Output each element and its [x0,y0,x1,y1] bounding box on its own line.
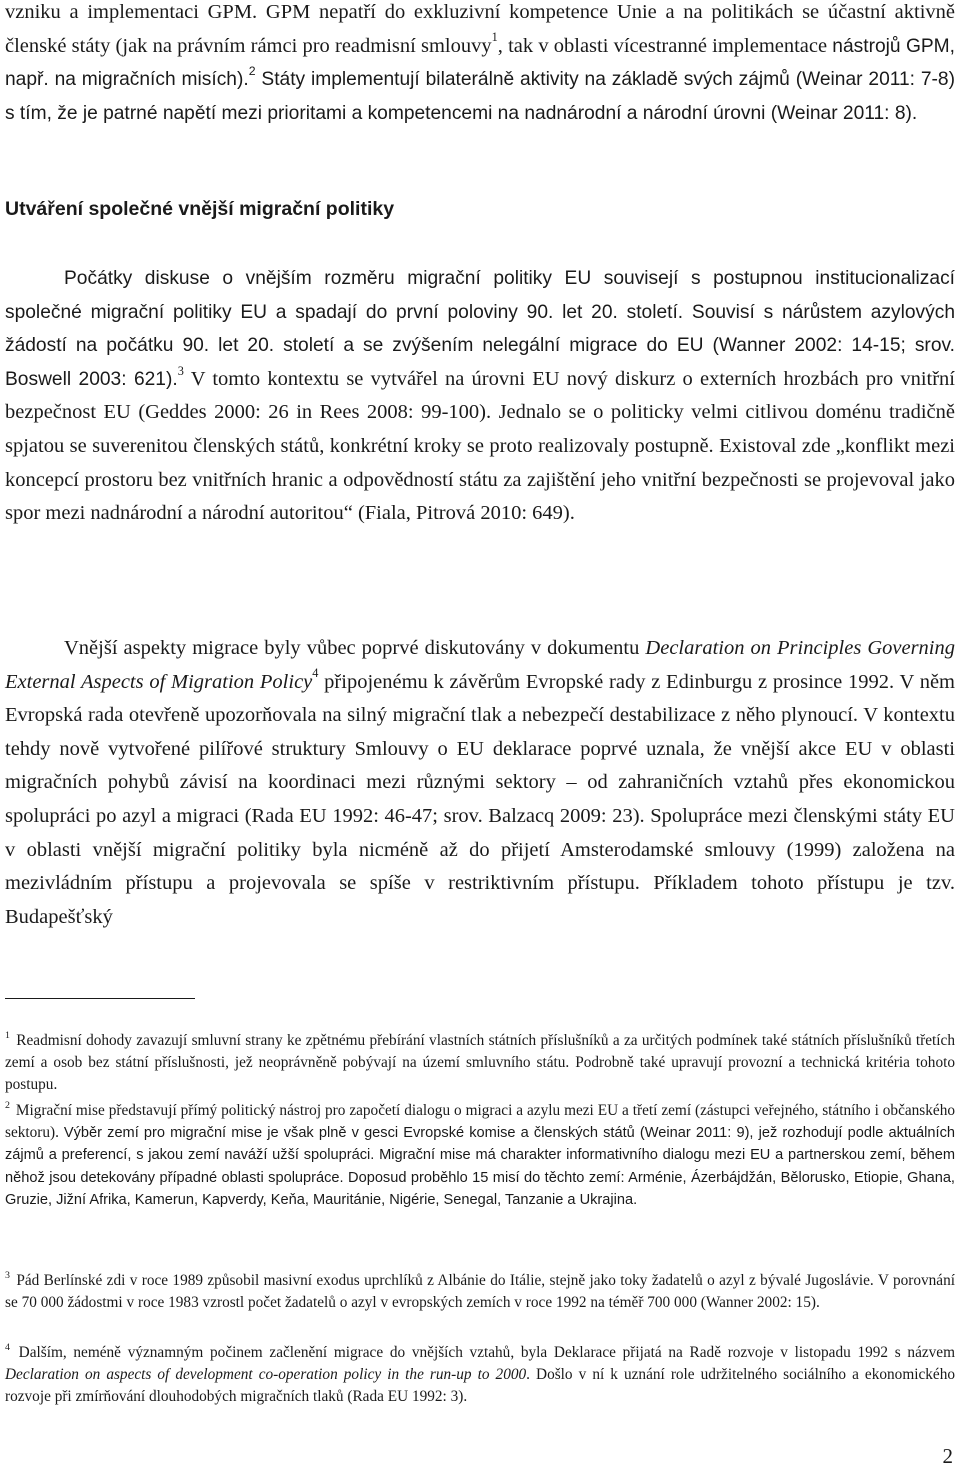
footnote-1-text: Readmisní dohody zavazují smluvní strany ke zpětnému přebírání vlastních státních příslušníků a za určitých podmínek také státních příslušníků třetích zemí a osob bez státní příslušnosti, jež neoprávněně pobývají na území smluvního státu. Podrobně také upravují provozní a technická kritéria tohoto postupu. [5,1032,955,1094]
page-number: 2 [942,1444,953,1468]
footnote-3-text: Pád Berlínské zdi v roce 1989 způsobil masivní exodus uprchlíků z Albánie do Itálie, stejně jako toky žadatelů o azyl z bývalé Jugoslávie. V porovnání se 70 000 žádostmi v roce 1983 vzrostl počet žadatelů o azyl v evropských zemích v roce 1992 na téměř 700 000 (Wanner 2002: 15). [5,1272,955,1312]
footnote-ref-1: 1 [491,30,498,45]
footnote-1 [5,1030,955,1097]
footnote-3 [5,1270,955,1314]
footnote-ref-3: 3 [177,363,184,378]
footnote-2-text: Migrační mise představují přímý politický nástroj pro započetí dialogu o migraci a azylu mezi EU a třetí zemí (zástupci veřejného, státního i občanského sektoru). [5,1102,955,1142]
section-heading: Utváření společné vnější migrační politiky [5,198,395,220]
paragraph-2-text-1: Vnější aspekty migrace byly vůbec poprvé diskutovány v dokumentu [64,637,646,659]
footnote-2-text-sans: Výběr zemí pro migrační mise je však plně v gesci Evropské komise a členských států (Weinar 2011: 9), jež rozhodují podle aktuálních zájmů a preferencí, s jakou zemí naváží užší spolupráci. Migrační mise má charakter informativního dialogu mezi EU a partnerskou zemí, během něhož jsou detekovány případné oblasti spolupráce. Doposud proběhlo 15 misí do těchto zemí: Arménie, Ázerbájdžán, Bělorusko, Etiopie, Ghana, Gruzie, Jižní Afrika, Kamerun, Kapverdy, Keňa, Mauritánie, Nigérie, Senegal, Tanzanie a Ukrajina. [5,1125,955,1208]
footnote-3-number: 3 [5,1269,10,1281]
footnote-ref-4: 4 [312,666,319,681]
footnote-1-number: 1 [5,1029,10,1041]
footnote-2-number: 2 [5,1099,10,1111]
declaration-title: Declaration on Principles Governing External Aspects of Migration Policy [5,637,956,693]
paragraph-1-text-1: Počátky diskuse o vnějším rozměru migrační politiky EU souvisejí s postupnou institucionalizací společné migrační politiky EU a spadají do první poloviny 90. let 20. století. Souvisí s nárůstem azylových žádostí na počátku 90. let 20. století a se zvýšením nelegální migrace do EU (Wanner 2002: 14-15; srov. Boswell 2003: 621). [5,268,955,390]
intro-text-1: vzniku a implementaci GPM. GPM nepatří do exkluzivní kompetence Unie a na politikách se účastní aktivně členské státy (jak na právním rámci pro readmisní smlouvy [5,1,955,57]
paragraph-1-text-2: V tomto kontextu se vytvářel na úrovni EU nový diskurz o externích hrozbách pro vnitřní bezpečnost EU (Geddes 2000: 26 in Rees 2008: 99-100). Jednalo se o politicky velmi citlivou doménu tradičně spjatou se suverenitou členských států, konkrétní kroky se proto realizovaly postupně. Existoval zde „konflikt mezi koncepcí prostoru bez vnitřních hranic a odpovědností státu za zajištění jeho vnitřní bezpečnosti se projevoval jako spor mezi nadnárodní a národní autoritou“ (Fiala, Pitrová 2010: 649). [5,367,956,525]
paragraph-2-text-2: připojenému k závěrům Evropské rady z Edinburgu z prosince 1992. V něm Evropská rada otevřeně upozorňovala na silný migrační tlak a nebezpečí destabilizace z něho plynoucí. V kontextu tehdy nově vytvořené pilířové struktury Smlouvy o EU deklarace poprvé uznala, že vnější akce EU v oblasti migračních pohybů závisí na koordinaci mezi různými sektory – od zahraničních vztahů přes ekonomickou spolupráci po azyl a migraci (Rada EU 1992: 46-47; srov. Balzacq 2009: 23). Spolupráce mezi členskými státy EU v oblasti vnější migrační politiky byla nicméně až do přijetí Amsterodamské smlouvy (1999) založena na mezivládním přístupu a projevovala se spíše v restriktivním přístupu. Příkladem tohoto přístupu je tzv. Budapešťský [5,670,955,928]
intro-text-3: nástrojů GPM, např. na migračních misích). [5,35,955,91]
footnote-4-text-2: . Došlo v ní k uznání role udržitelného sociálního a ekonomického rozvoje při zmírňování dlouhodobých migračních tlaků (Rada EU 1992: 3). [5,1366,955,1406]
footnote-4 [5,1342,955,1409]
footnote-separator [5,998,195,999]
paragraph-1 [5,262,955,531]
footnote-4-number: 4 [5,1341,10,1353]
intro-paragraph [5,0,955,130]
footnote-4-italic-title: Declaration on aspects of development co-operation policy in the run-up to 2000 [5,1366,527,1384]
footnote-4-text-1: Dalším, neméně významným počinem začlenění migrace do vnějších vztahů, byla Deklarace přijatá na Radě rozvoje v listopadu 1992 s názvem [11,1344,955,1361]
intro-text-2: , tak v oblasti vícestranné implementace [497,34,833,57]
intro-text-4: Státy implementují bilaterálně aktivity na základě svých zájmů (Weinar 2011: 7-8) s tím, že je patrné napětí mezi prioritami a kompetencemi na nadnárodní a národní úrovni (Weinar 2011: 8). [5,69,955,124]
footnote-ref-2: 2 [248,63,256,78]
footnote-2 [5,1100,955,1211]
paragraph-2 [5,632,955,934]
